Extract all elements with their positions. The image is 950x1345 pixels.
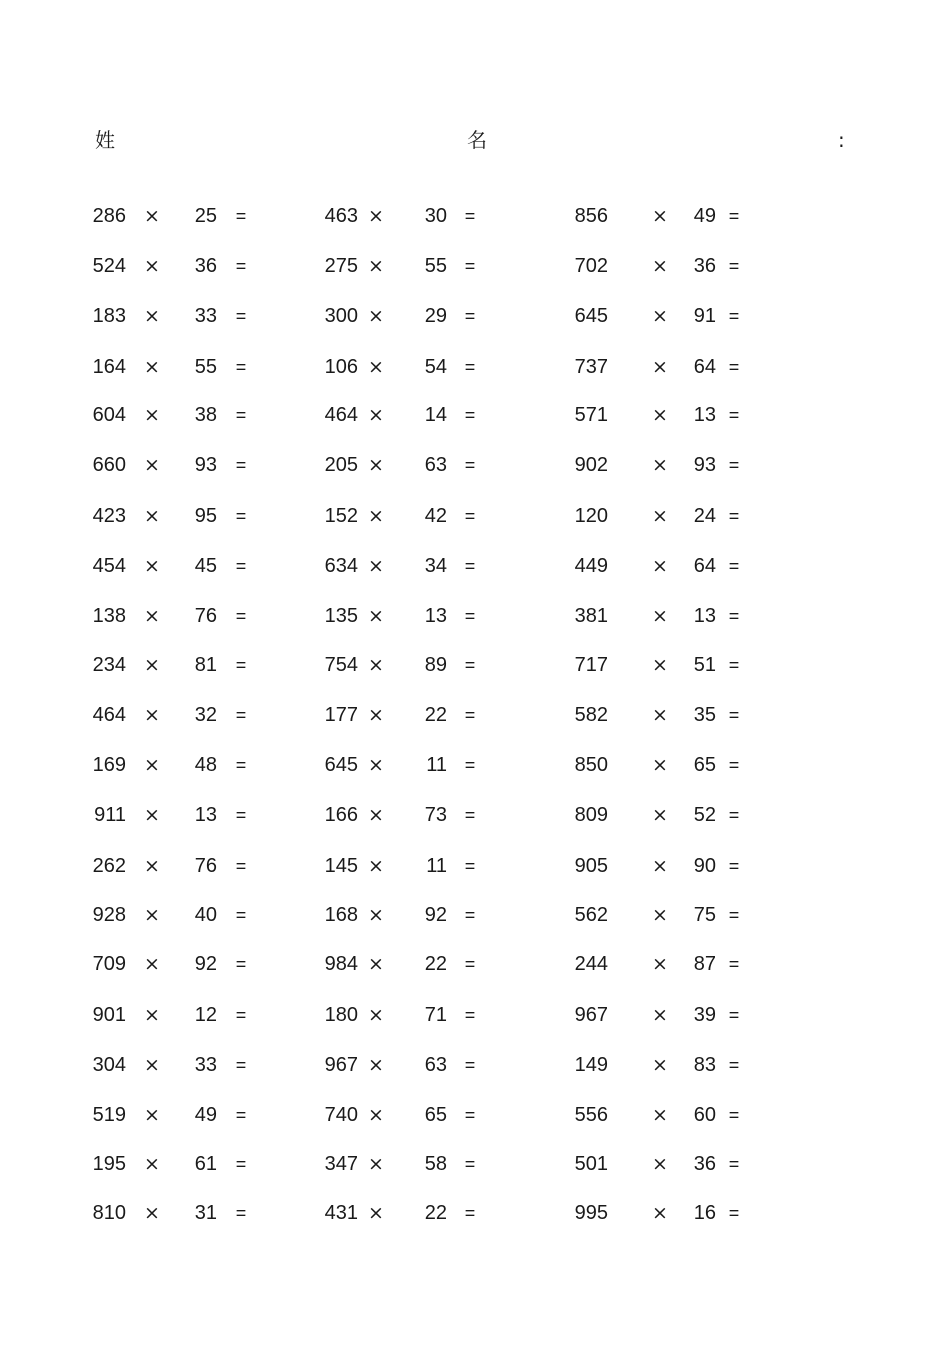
equals-sign: = [464, 705, 476, 725]
equals-sign: = [235, 306, 247, 326]
multiplier: 61 [194, 1153, 217, 1175]
times-sign: × [144, 505, 160, 527]
equals-sign: = [728, 705, 740, 725]
times-sign: × [368, 704, 384, 726]
multiplier: 63 [424, 454, 447, 476]
multiplier: 49 [194, 1104, 217, 1126]
times-sign: × [368, 654, 384, 676]
equals-sign: = [235, 954, 247, 974]
multiplier: 33 [194, 1054, 217, 1076]
multiplicand: 911 [94, 804, 126, 826]
multiplier: 36 [693, 1153, 716, 1175]
multiplicand: 519 [92, 1104, 126, 1126]
times-sign: × [368, 1054, 384, 1076]
times-sign: × [368, 255, 384, 277]
multiplicand: 135 [324, 605, 358, 627]
multiplicand: 347 [324, 1153, 358, 1175]
times-sign: × [652, 356, 668, 378]
multiplier: 42 [424, 505, 447, 527]
multiplier: 49 [693, 205, 716, 227]
equals-sign: = [235, 606, 247, 626]
times-sign: × [368, 904, 384, 926]
multiplier: 31 [194, 1202, 217, 1224]
equals-sign: = [728, 405, 740, 425]
multiplier: 65 [693, 754, 716, 776]
multiplier: 89 [424, 654, 447, 676]
multiplier: 93 [194, 454, 217, 476]
multiplicand: 702 [574, 255, 608, 277]
multiplier: 87 [693, 953, 716, 975]
multiplicand: 195 [92, 1153, 126, 1175]
multiplier: 30 [424, 205, 447, 227]
times-sign: × [144, 305, 160, 327]
multiplier: 36 [194, 255, 217, 277]
equals-sign: = [235, 256, 247, 276]
times-sign: × [144, 1202, 160, 1224]
multiplicand: 234 [92, 654, 126, 676]
equals-sign: = [728, 506, 740, 526]
times-sign: × [144, 953, 160, 975]
equals-sign: = [728, 556, 740, 576]
multiplier: 95 [194, 505, 217, 527]
multiplier: 13 [424, 605, 447, 627]
times-sign: × [368, 1104, 384, 1126]
times-sign: × [368, 305, 384, 327]
times-sign: × [652, 855, 668, 877]
multiplicand: 856 [574, 205, 608, 227]
equals-sign: = [728, 805, 740, 825]
multiplier: 91 [693, 305, 716, 327]
multiplier: 93 [693, 454, 716, 476]
equals-sign: = [235, 705, 247, 725]
multiplicand: 464 [324, 404, 358, 426]
times-sign: × [368, 205, 384, 227]
multiplier: 73 [424, 804, 447, 826]
multiplier: 76 [194, 855, 217, 877]
multiplicand: 582 [574, 704, 608, 726]
equals-sign: = [728, 455, 740, 475]
multiplier: 34 [424, 555, 447, 577]
multiplier: 29 [424, 305, 447, 327]
times-sign: × [652, 1153, 668, 1175]
multiplier: 39 [693, 1004, 716, 1026]
multiplicand: 562 [574, 904, 608, 926]
name-header [0, 126, 950, 158]
equals-sign: = [235, 556, 247, 576]
times-sign: × [652, 305, 668, 327]
multiplier: 51 [693, 654, 716, 676]
multiplier: 90 [693, 855, 716, 877]
multiplier: 64 [693, 555, 716, 577]
multiplicand: 571 [574, 404, 608, 426]
multiplicand: 454 [92, 555, 126, 577]
multiplicand: 995 [574, 1202, 608, 1224]
multiplicand: 809 [574, 804, 608, 826]
multiplicand: 754 [324, 654, 358, 676]
equals-sign: = [464, 1203, 476, 1223]
equals-sign: = [728, 905, 740, 925]
multiplier: 12 [194, 1004, 217, 1026]
times-sign: × [368, 605, 384, 627]
multiplier: 11 [426, 855, 447, 877]
multiplicand: 967 [574, 1004, 608, 1026]
equals-sign: = [464, 856, 476, 876]
equals-sign: = [235, 655, 247, 675]
equals-sign: = [235, 1154, 247, 1174]
equals-sign: = [728, 256, 740, 276]
multiplicand: 737 [574, 356, 608, 378]
times-sign: × [652, 953, 668, 975]
equals-sign: = [728, 1005, 740, 1025]
multiplier: 55 [424, 255, 447, 277]
multiplier: 60 [693, 1104, 716, 1126]
times-sign: × [144, 255, 160, 277]
multiplicand: 106 [324, 356, 358, 378]
multiplier: 48 [194, 754, 217, 776]
multiplicand: 145 [324, 855, 358, 877]
multiplicand: 180 [324, 1004, 358, 1026]
multiplicand: 967 [324, 1054, 358, 1076]
equals-sign: = [235, 405, 247, 425]
equals-sign: = [464, 905, 476, 925]
multiplicand: 905 [574, 855, 608, 877]
equals-sign: = [464, 1055, 476, 1075]
multiplier: 22 [424, 953, 447, 975]
multiplier: 16 [693, 1202, 716, 1224]
times-sign: × [144, 704, 160, 726]
times-sign: × [368, 505, 384, 527]
times-sign: × [144, 754, 160, 776]
equals-sign: = [464, 1105, 476, 1125]
times-sign: × [368, 754, 384, 776]
times-sign: × [368, 1202, 384, 1224]
multiplier: 13 [693, 605, 716, 627]
multiplicand: 286 [92, 205, 126, 227]
multiplier: 76 [194, 605, 217, 627]
multiplier: 14 [424, 404, 447, 426]
equals-sign: = [728, 755, 740, 775]
times-sign: × [368, 855, 384, 877]
equals-sign: = [464, 655, 476, 675]
equals-sign: = [235, 805, 247, 825]
times-sign: × [144, 1153, 160, 1175]
equals-sign: = [464, 306, 476, 326]
times-sign: × [652, 754, 668, 776]
times-sign: × [652, 1004, 668, 1026]
multiplicand: 262 [92, 855, 126, 877]
multiplicand: 604 [92, 404, 126, 426]
times-sign: × [144, 1104, 160, 1126]
multiplicand: 431 [324, 1202, 358, 1224]
multiplicand: 634 [324, 555, 358, 577]
multiplier: 13 [693, 404, 716, 426]
multiplicand: 901 [92, 1004, 126, 1026]
equals-sign: = [464, 556, 476, 576]
times-sign: × [368, 356, 384, 378]
equals-sign: = [728, 206, 740, 226]
times-sign: × [368, 404, 384, 426]
surname-label: 姓 [95, 128, 115, 152]
equals-sign: = [235, 455, 247, 475]
equals-sign: = [464, 455, 476, 475]
equals-sign: = [464, 1005, 476, 1025]
equals-sign: = [728, 357, 740, 377]
times-sign: × [652, 654, 668, 676]
multiplicand: 645 [324, 754, 358, 776]
multiplicand: 381 [574, 605, 608, 627]
multiplier: 81 [194, 654, 217, 676]
multiplier: 63 [424, 1054, 447, 1076]
equals-sign: = [464, 606, 476, 626]
multiplier: 40 [194, 904, 217, 926]
times-sign: × [652, 804, 668, 826]
equals-sign: = [464, 506, 476, 526]
multiplicand: 556 [574, 1104, 608, 1126]
multiplicand: 138 [92, 605, 126, 627]
multiplicand: 810 [92, 1202, 126, 1224]
multiplier: 92 [424, 904, 447, 926]
multiplicand: 304 [92, 1054, 126, 1076]
multiplicand: 168 [324, 904, 358, 926]
times-sign: × [652, 555, 668, 577]
times-sign: × [144, 855, 160, 877]
equals-sign: = [728, 1105, 740, 1125]
times-sign: × [652, 505, 668, 527]
multiplicand: 166 [324, 804, 358, 826]
equals-sign: = [728, 1154, 740, 1174]
multiplicand: 244 [574, 953, 608, 975]
times-sign: × [368, 1153, 384, 1175]
multiplicand: 984 [324, 953, 358, 975]
multiplier: 13 [194, 804, 217, 826]
multiplicand: 501 [574, 1153, 608, 1175]
times-sign: × [368, 454, 384, 476]
equals-sign: = [728, 655, 740, 675]
multiplicand: 164 [92, 356, 126, 378]
times-sign: × [652, 904, 668, 926]
multiplicand: 205 [324, 454, 358, 476]
times-sign: × [144, 804, 160, 826]
multiplier: 36 [693, 255, 716, 277]
multiplier: 75 [693, 904, 716, 926]
times-sign: × [368, 804, 384, 826]
multiplier: 64 [693, 356, 716, 378]
times-sign: × [144, 404, 160, 426]
multiplicand: 169 [92, 754, 126, 776]
times-sign: × [368, 555, 384, 577]
times-sign: × [368, 1004, 384, 1026]
equals-sign: = [728, 1055, 740, 1075]
equals-sign: = [464, 256, 476, 276]
equals-sign: = [728, 954, 740, 974]
multiplicand: 902 [574, 454, 608, 476]
multiplicand: 463 [324, 205, 358, 227]
multiplier: 25 [194, 205, 217, 227]
multiplicand: 423 [92, 505, 126, 527]
multiplicand: 275 [324, 255, 358, 277]
multiplier: 22 [424, 704, 447, 726]
times-sign: × [652, 1202, 668, 1224]
multiplier: 11 [426, 754, 447, 776]
times-sign: × [652, 454, 668, 476]
equals-sign: = [464, 405, 476, 425]
times-sign: × [144, 1004, 160, 1026]
times-sign: × [144, 555, 160, 577]
multiplicand: 177 [324, 704, 358, 726]
multiplier: 33 [194, 305, 217, 327]
times-sign: × [144, 205, 160, 227]
multiplicand: 149 [574, 1054, 608, 1076]
given-name-label: 名 [467, 128, 487, 152]
multiplier: 83 [693, 1054, 716, 1076]
multiplicand: 120 [574, 505, 608, 527]
times-sign: × [652, 205, 668, 227]
times-sign: × [368, 953, 384, 975]
multiplier: 45 [194, 555, 217, 577]
multiplicand: 709 [92, 953, 126, 975]
equals-sign: = [235, 856, 247, 876]
multiplicand: 524 [92, 255, 126, 277]
equals-sign: = [235, 357, 247, 377]
multiplicand: 740 [324, 1104, 358, 1126]
equals-sign: = [235, 1203, 247, 1223]
multiplier: 54 [424, 356, 447, 378]
equals-sign: = [464, 805, 476, 825]
equals-sign: = [235, 506, 247, 526]
multiplier: 24 [693, 505, 716, 527]
times-sign: × [144, 356, 160, 378]
multiplier: 38 [194, 404, 217, 426]
multiplicand: 464 [92, 704, 126, 726]
equals-sign: = [235, 905, 247, 925]
times-sign: × [652, 1054, 668, 1076]
times-sign: × [652, 404, 668, 426]
multiplier: 65 [424, 1104, 447, 1126]
multiplier: 92 [194, 953, 217, 975]
times-sign: × [652, 704, 668, 726]
multiplier: 32 [194, 704, 217, 726]
times-sign: × [144, 605, 160, 627]
multiplicand: 645 [574, 305, 608, 327]
multiplicand: 152 [324, 505, 358, 527]
colon: : [838, 128, 845, 152]
multiplicand: 300 [324, 305, 358, 327]
multiplicand: 660 [92, 454, 126, 476]
multiplier: 55 [194, 356, 217, 378]
times-sign: × [652, 1104, 668, 1126]
equals-sign: = [464, 755, 476, 775]
times-sign: × [144, 1054, 160, 1076]
times-sign: × [652, 255, 668, 277]
multiplicand: 449 [574, 555, 608, 577]
equals-sign: = [464, 206, 476, 226]
multiplicand: 928 [92, 904, 126, 926]
equals-sign: = [728, 1203, 740, 1223]
times-sign: × [652, 605, 668, 627]
equals-sign: = [464, 1154, 476, 1174]
equals-sign: = [464, 954, 476, 974]
equals-sign: = [728, 606, 740, 626]
equals-sign: = [235, 1005, 247, 1025]
equals-sign: = [235, 206, 247, 226]
equals-sign: = [235, 1105, 247, 1125]
multiplier: 71 [424, 1004, 447, 1026]
multiplicand: 183 [92, 305, 126, 327]
multiplicand: 850 [574, 754, 608, 776]
multiplicand: 717 [574, 654, 608, 676]
equals-sign: = [464, 357, 476, 377]
times-sign: × [144, 654, 160, 676]
multiplier: 22 [424, 1202, 447, 1224]
equals-sign: = [235, 1055, 247, 1075]
multiplier: 58 [424, 1153, 447, 1175]
multiplier: 52 [693, 804, 716, 826]
times-sign: × [144, 454, 160, 476]
equals-sign: = [728, 856, 740, 876]
equals-sign: = [728, 306, 740, 326]
equals-sign: = [235, 755, 247, 775]
multiplier: 35 [693, 704, 716, 726]
times-sign: × [144, 904, 160, 926]
